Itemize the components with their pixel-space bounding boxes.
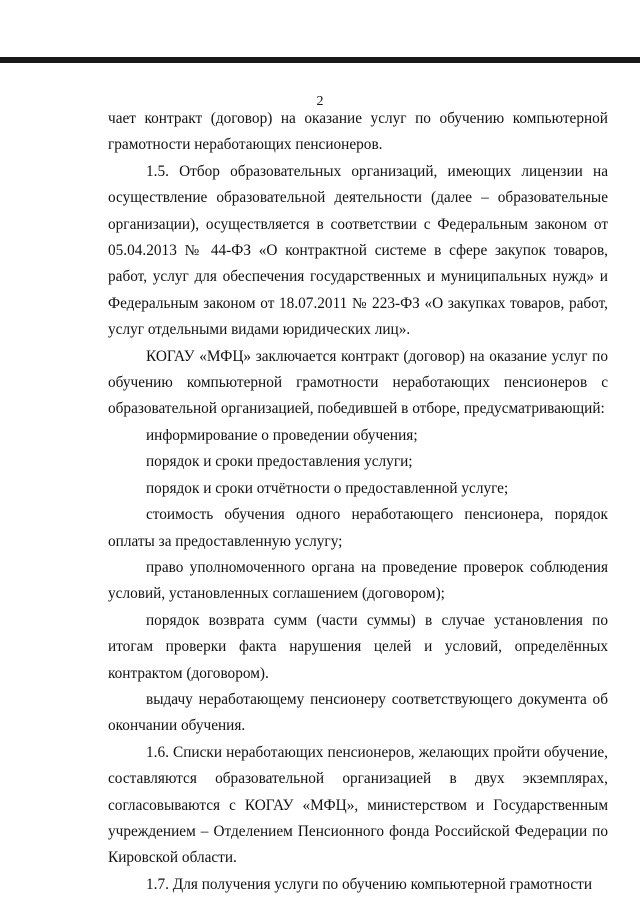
paragraph: право уполномоченного органа на проведение проверок соблюдения условий, установленных соглашением (договором); — [108, 558, 608, 603]
paragraph: стоимость обучения одного неработающего пенсионера, порядок оплаты за предоставленную услугу; — [108, 506, 608, 550]
paragraph: 1.7. Для получения услуги по обучению компьютерной грамотности — [146, 875, 593, 893]
paragraph: КОГАУ «МФЦ» заключается контракт (договор) на оказание услуг по обучению компьютерной грамотности неработающих пенсионеров с образовательной организацией, победившей в отборе, предусматривающий: — [108, 347, 608, 418]
paragraph: информирование о проведении обучения; — [146, 426, 418, 444]
paragraph: 1.6. Списки неработающих пенсионеров, желающих пройти обучение, составляются образовательной организацией в двух экземплярах, согласовываются с КОГАУ «МФЦ», министерством и Государственным учреждением – Отделением Пенсионного фонда Российской Федерации по Кировской области. — [108, 743, 608, 867]
document-body — [108, 106, 608, 898]
paragraph: 1.5. Отбор образовательных организаций, имеющих лицензии на осуществление образовательной деятельности (далее – образовательные организации), осуществляется в соответствии с Федеральным законом от 05.04.2013 № 44-ФЗ «О контрактной системе в сфере закупок товаров, работ, услуг для обеспечения государственных и муниципальных нужд» и Федеральным законом от 18.07.2011 № 223-ФЗ «О закупках товаров, работ, услуг отдельными видами юридических лиц». — [108, 162, 608, 339]
page-number: 2 — [316, 94, 324, 109]
paragraph: порядок возврата сумм (части суммы) в случае установления по итогам проверки факта нарушения целей и условий, определённых контрактом (договором). — [108, 611, 608, 682]
paragraph: порядок и сроки отчётности о предоставленной услуге; — [146, 479, 509, 497]
paragraph: чает контракт (договор) на оказание услуг по обучению компьютерной грамотности неработающих пенсионеров. — [108, 110, 608, 154]
paragraph: выдачу неработающему пенсионеру соответствующего документа об окончании обучения. — [108, 690, 608, 735]
top-rule — [0, 57, 640, 63]
paragraph: порядок и сроки предоставления услуги; — [146, 453, 413, 471]
